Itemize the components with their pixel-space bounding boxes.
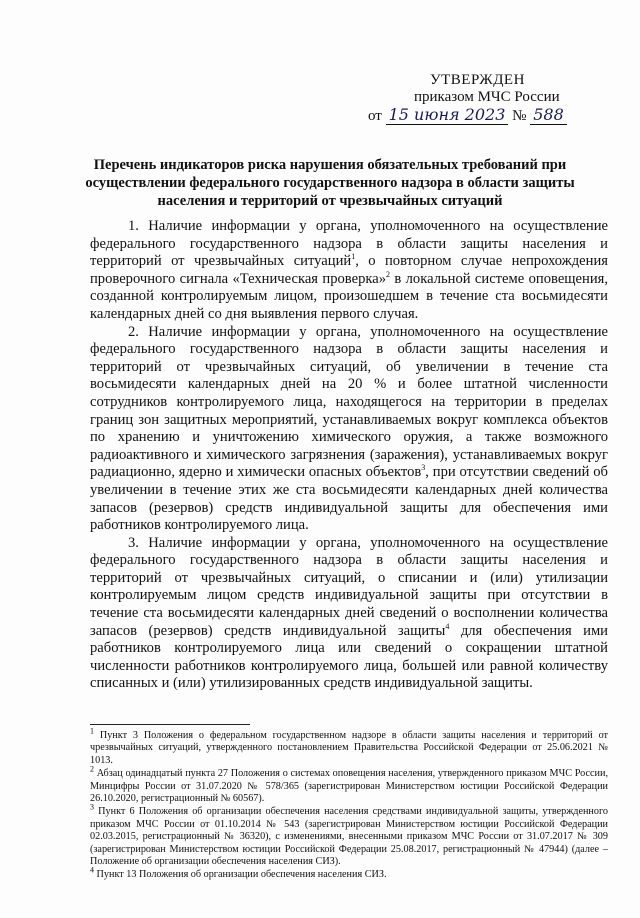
- paragraph-2: [90, 324, 608, 535]
- footnote-ref-3: 3: [421, 463, 426, 473]
- footnote-divider: [90, 724, 250, 725]
- footnote-4-number: 4: [90, 866, 94, 876]
- footnote-2-text: Абзац одинадцатый пункта 27 Положения о системах оповещения населения, утвержденного приказом МЧС России, Минцифры России от 31.07.2020 № 578/365 (зарегистрирован Министерством юстиции Российской Федерации 26.10.2020, регистрационный № 60567).: [90, 768, 608, 805]
- paragraph-2-text-a: 2. Наличие информации у органа, уполномоченного на осуществление федерального государственного надзора в области защиты населения и территорий от чрезвычайных ситуаций, об увеличении в течение ста восьмидесяти календарных дней на 20 % и более штатной численности сотрудников контролируемого лица, находящегося на территории в пределах границ зон защитных мероприятий, устанавливаемых вокруг комплекса объектов по хранению и уничтожению химического оружия, а также возможного радиоактивного и химического загрязнения (заражения), устанавливаемых вокруг радиационно, ядерно и химически опасных объектов: [90, 323, 608, 481]
- handwritten-date: 15 июня 2023: [386, 105, 509, 125]
- date-prefix: от: [368, 108, 382, 124]
- footnote-3: [90, 803, 608, 868]
- footnote-ref-4: 4: [445, 621, 450, 631]
- footnote-1: [90, 726, 608, 767]
- paragraph-1: [90, 218, 608, 324]
- footnote-3-text: Пункт 6 Положения об организации обеспечения населения средствами индивидуальной защиты, утвержденного приказом МЧС России от 01.10.2014 № 543 (зарегистрирован Министерством юстиции Российской Федерации 02.03.2015, регистрационный № 36320), с изменениями, внесенными приказом МЧС России от 31.07.2017 № 309 (зарегистрирован Министерством юстиции Российской Федерации 25.08.2017, регистрационный № 47944) (далее – Положение об организации обеспечения населения СИЗ).: [90, 806, 608, 868]
- footnote-1-text: Пункт 3 Положения о федеральном государственном надзоре в области защиты населения и территорий от чрезвычайных ситуаций, утвержденного постановлением Правительства Российской Федерации от 25.06.2021 № 1013.: [90, 730, 608, 766]
- paragraph-2-text-b: , при отсутствии сведений об увеличении в течение этих же ста восьмидесяти календарных дней количества запасов (резервов) средств индивидуальной защиты для обеспечения ими работников контролируемого лица.: [90, 464, 608, 534]
- paragraph-1-text-a: 1. Наличие информации у органа, уполномоченного на осуществление федерального государственного надзора в области защиты населения и территорий от чрезвычайных ситуаций: [90, 218, 608, 270]
- document-title: Перечень индикаторов риска нарушения обязательных требований при осуществлении федерального государственного надзора в области защиты населения и территорий от чрезвычайных ситуаций: [85, 157, 575, 209]
- paragraph-1-text-c: в локальной системе оповещения, созданной контролируемым лицом, произошедшем в течение ста восьмидесяти календарных дней со дня выявления первого случая.: [90, 270, 608, 322]
- footnote-ref-1: 1: [351, 252, 356, 262]
- paragraph-3: [90, 535, 608, 693]
- footnote-4: [90, 866, 608, 881]
- footnote-ref-2: 2: [386, 269, 391, 279]
- footnote-4-text: Пункт 13 Положения об организации обеспечения населения СИЗ.: [96, 869, 387, 881]
- footnotes: [90, 726, 608, 883]
- paragraph-3-text-b: для обеспечения ими работников контролируемого лица или сведений о сокращении штатной численности работников контролируемого лица, большей или равной количеству списанных и (или) утилизированных средств индивидуальной защиты.: [90, 622, 608, 692]
- approval-date-line: [368, 106, 608, 125]
- paragraph-1-text-b: , о повторном случае непрохождения проверочного сигнала «Техническая проверка»: [90, 253, 608, 287]
- footnote-3-number: 3: [90, 803, 94, 813]
- footnote-2: [90, 764, 608, 805]
- number-prefix: №: [512, 108, 527, 124]
- approval-order: приказом МЧС России: [414, 89, 560, 105]
- document-body: [90, 218, 608, 693]
- footnote-2-number: 2: [90, 764, 94, 774]
- paragraph-3-text-a: 3. Наличие информации у органа, уполномоченного на осуществление федерального государственного надзора в области защиты населения и территорий от чрезвычайных ситуаций, о списании и (или) утилизации контролируемым лицом средств индивидуальной защиты при отсутствии в течение ста восьмидесяти календарных дней сведений о восполнении количества запасов (резервов) средств индивидуальной защиты: [90, 534, 608, 639]
- approval-title: УТВЕРЖДЕН: [430, 72, 525, 88]
- footnote-1-number: 1: [90, 726, 94, 736]
- approval-stamp: [368, 72, 608, 125]
- handwritten-number: 588: [530, 105, 567, 125]
